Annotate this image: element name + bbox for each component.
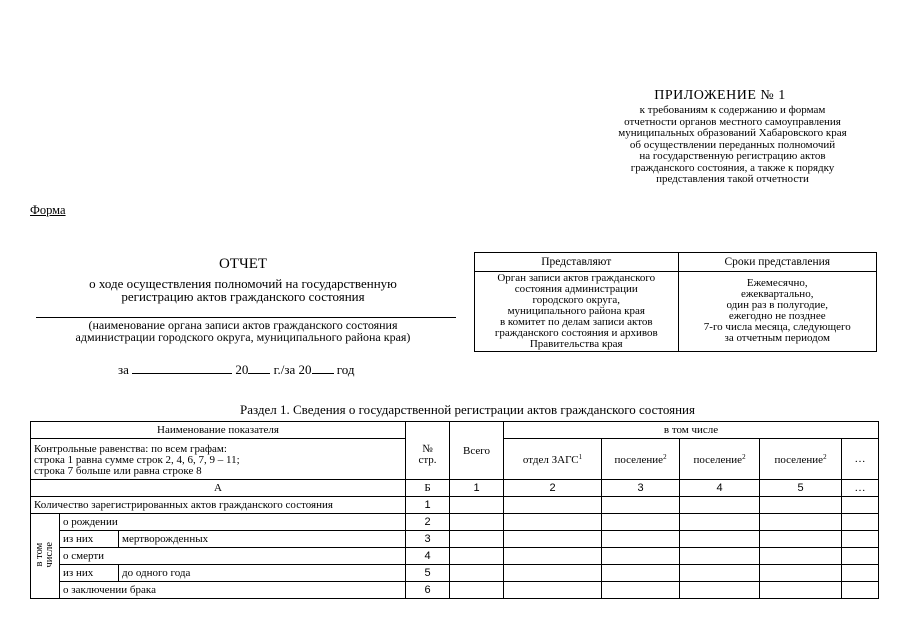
appendix-line: отчетности органов местного самоуправления: [624, 115, 841, 128]
settlement-header: [602, 439, 680, 480]
report-subtitle-line: регистрацию актов гражданского состояния: [121, 289, 365, 304]
cell-settlement[interactable]: [760, 531, 842, 548]
row-sublabel: до одного года: [119, 565, 406, 582]
period-za: за: [118, 362, 129, 377]
cell-extra[interactable]: [842, 514, 879, 531]
submitters-line: в комитет по делам записи актов: [499, 316, 653, 328]
row-number: 6: [406, 582, 450, 599]
org-name-caption: [30, 320, 456, 343]
row-number: 4: [406, 548, 450, 565]
cell-total[interactable]: [450, 565, 504, 582]
appendix-line: муниципальных образований Хабаровского края: [618, 127, 847, 139]
appendix-line: к требованиям к содержанию и формам: [639, 104, 826, 116]
cell-zags[interactable]: [504, 531, 602, 548]
table-row: [31, 531, 879, 548]
cell-settlement[interactable]: [602, 514, 680, 531]
control-line: строка 7 больше или равна строке 8: [34, 464, 202, 477]
cell-settlement[interactable]: [680, 548, 760, 565]
submission-table: [474, 252, 877, 352]
submitters-line: состояния администрации: [514, 283, 638, 295]
cell-extra[interactable]: [842, 582, 879, 599]
ellipsis-header: …: [842, 439, 879, 480]
vertical-label-line: числе: [44, 541, 55, 568]
cell-settlement[interactable]: [602, 565, 680, 582]
deadlines-cell: [678, 272, 877, 352]
cell-settlement[interactable]: [760, 497, 842, 514]
period-mid: г./за 20: [273, 362, 312, 377]
section-title: Раздел 1. Сведения о государственной регистрации актов гражданского состояния: [239, 402, 695, 417]
row-number: 3: [406, 531, 450, 548]
period-blank-year[interactable]: [248, 362, 270, 374]
appendix-line: гражданского состояния, а также к порядку: [630, 161, 835, 174]
period-blank-year2[interactable]: [312, 362, 334, 374]
cell-settlement[interactable]: [602, 548, 680, 565]
reporting-period: [118, 362, 355, 378]
row-sublabel: мертворожденных: [119, 531, 406, 548]
table-row: [31, 548, 879, 565]
cell-settlement[interactable]: [602, 531, 680, 548]
table-row: [31, 582, 879, 599]
registration-table: [30, 421, 879, 599]
deadlines-line: ежегодно не позднее: [728, 310, 826, 322]
cell-settlement[interactable]: [680, 565, 760, 582]
control-line: Контрольные равенства: по всем графам:: [34, 442, 227, 455]
cell-total[interactable]: [450, 582, 504, 599]
report-subtitle-line: о ходе осуществления полномочий на государственную: [89, 276, 397, 291]
col-index-a: А: [31, 480, 406, 497]
report-title: ОТЧЕТ: [218, 256, 268, 272]
appendix-line: на государственную регистрацию актов: [639, 150, 826, 162]
row-number: 1: [406, 497, 450, 514]
settlement-header: [760, 439, 842, 480]
report-subtitle: [30, 277, 456, 303]
indicator-name-header: Наименование показателя: [31, 422, 406, 439]
org-caption-line: администрации городского округа, муниципального района края): [75, 329, 411, 344]
cell-settlement[interactable]: [602, 582, 680, 599]
cell-settlement[interactable]: [760, 514, 842, 531]
in-total-header: в том числе: [504, 422, 879, 439]
period-end: год: [336, 362, 355, 377]
cell-extra[interactable]: [842, 548, 879, 565]
including-vertical-label: [31, 514, 60, 599]
cell-zags[interactable]: [504, 514, 602, 531]
appendix-title: ПРИЛОЖЕНИЕ № 1: [654, 88, 786, 103]
cell-settlement[interactable]: [680, 497, 760, 514]
col-index-3: 3: [602, 480, 680, 497]
deadlines-line: Ежемесячно,: [746, 277, 808, 289]
settlement-footnote: 2: [823, 453, 827, 461]
submitters-line: Правительства края: [529, 338, 623, 350]
appendix-line: об осуществлении переданных полномочий: [629, 138, 836, 151]
appendix-text: [560, 105, 905, 186]
control-line: строка 1 равна сумме строк 2, 4, 6, 7, 9 – 11;: [34, 453, 240, 466]
deadlines-line: 7-го числа месяца, следующего: [703, 321, 851, 333]
cell-settlement[interactable]: [680, 514, 760, 531]
cell-zags[interactable]: [504, 582, 602, 599]
vertical-label-line: в том: [34, 542, 45, 567]
submitters-line: муниципального района края: [507, 305, 645, 317]
line-number-header-no: №: [422, 443, 433, 455]
cell-total[interactable]: [450, 548, 504, 565]
line-number-header-str: стр.: [418, 454, 437, 466]
zags-header: [504, 439, 602, 480]
appendix-line: представления такой отчетности: [656, 173, 809, 185]
cell-extra[interactable]: [842, 565, 879, 582]
settlement-header: [680, 439, 760, 480]
row-number: 2: [406, 514, 450, 531]
row-number: 5: [406, 565, 450, 582]
deadlines-line: один раз в полугодие,: [726, 299, 828, 311]
org-caption-line: (наименование органа записи актов гражданского состояния: [88, 318, 398, 332]
submitters-line: гражданского состояния и архивов: [494, 327, 658, 339]
cell-total[interactable]: [450, 531, 504, 548]
cell-settlement[interactable]: [760, 548, 842, 565]
submitters-line: Орган записи актов гражданского: [497, 272, 656, 284]
cell-total[interactable]: [450, 514, 504, 531]
cell-zags[interactable]: [504, 565, 602, 582]
zags-footnote: 1: [578, 453, 583, 461]
col-index-ellipsis: …: [842, 480, 879, 497]
col-index-4: 4: [680, 480, 760, 497]
row-label: из них: [60, 531, 119, 548]
total-header: Всего: [450, 422, 504, 480]
col-index-2: 2: [504, 480, 602, 497]
form-label: Форма: [30, 203, 66, 217]
cell-extra[interactable]: [842, 497, 879, 514]
submitters-line: городского округа,: [532, 294, 621, 306]
cell-settlement[interactable]: [680, 531, 760, 548]
header-row-1: [31, 422, 879, 439]
settlement-label: поселение: [693, 454, 743, 466]
table-row: [31, 565, 879, 582]
cell-settlement[interactable]: [680, 582, 760, 599]
line-number-header: [406, 422, 450, 480]
cell-extra[interactable]: [842, 531, 879, 548]
period-year: 20: [235, 362, 249, 377]
col-index-5: 5: [760, 480, 842, 497]
table-row: [31, 497, 879, 514]
settlement-footnote: 2: [742, 453, 746, 461]
submitters-cell: [475, 272, 679, 352]
settlement-label: поселение: [774, 454, 824, 466]
cell-zags[interactable]: [504, 548, 602, 565]
control-equalities: [31, 439, 406, 480]
row-label: о заключении брака: [60, 582, 406, 599]
cell-total[interactable]: [450, 497, 504, 514]
deadlines-line: ежеквартально,: [741, 288, 814, 300]
cell-settlement[interactable]: [760, 582, 842, 599]
table-row: [31, 514, 879, 531]
zags-label: отдел ЗАГС: [522, 454, 579, 466]
column-index-row: [31, 480, 879, 497]
submitters-header: Представляют: [475, 253, 679, 272]
row-label: о смерти: [60, 548, 406, 565]
row-label: Количество зарегистрированных актов гражданского состояния: [31, 497, 406, 514]
period-blank-date[interactable]: [132, 362, 232, 374]
settlement-footnote: 2: [663, 453, 667, 461]
settlement-label: поселение: [614, 454, 664, 466]
col-index-b: Б: [406, 480, 450, 497]
row-label: о рождении: [60, 514, 406, 531]
cell-settlement[interactable]: [760, 565, 842, 582]
row-label: из них: [60, 565, 119, 582]
deadlines-header: Сроки представления: [678, 253, 877, 272]
cell-zags[interactable]: [504, 497, 602, 514]
vertical-label-text: [35, 542, 55, 567]
col-index-1: 1: [450, 480, 504, 497]
deadlines-line: за отчетным периодом: [724, 332, 831, 344]
cell-settlement[interactable]: [602, 497, 680, 514]
